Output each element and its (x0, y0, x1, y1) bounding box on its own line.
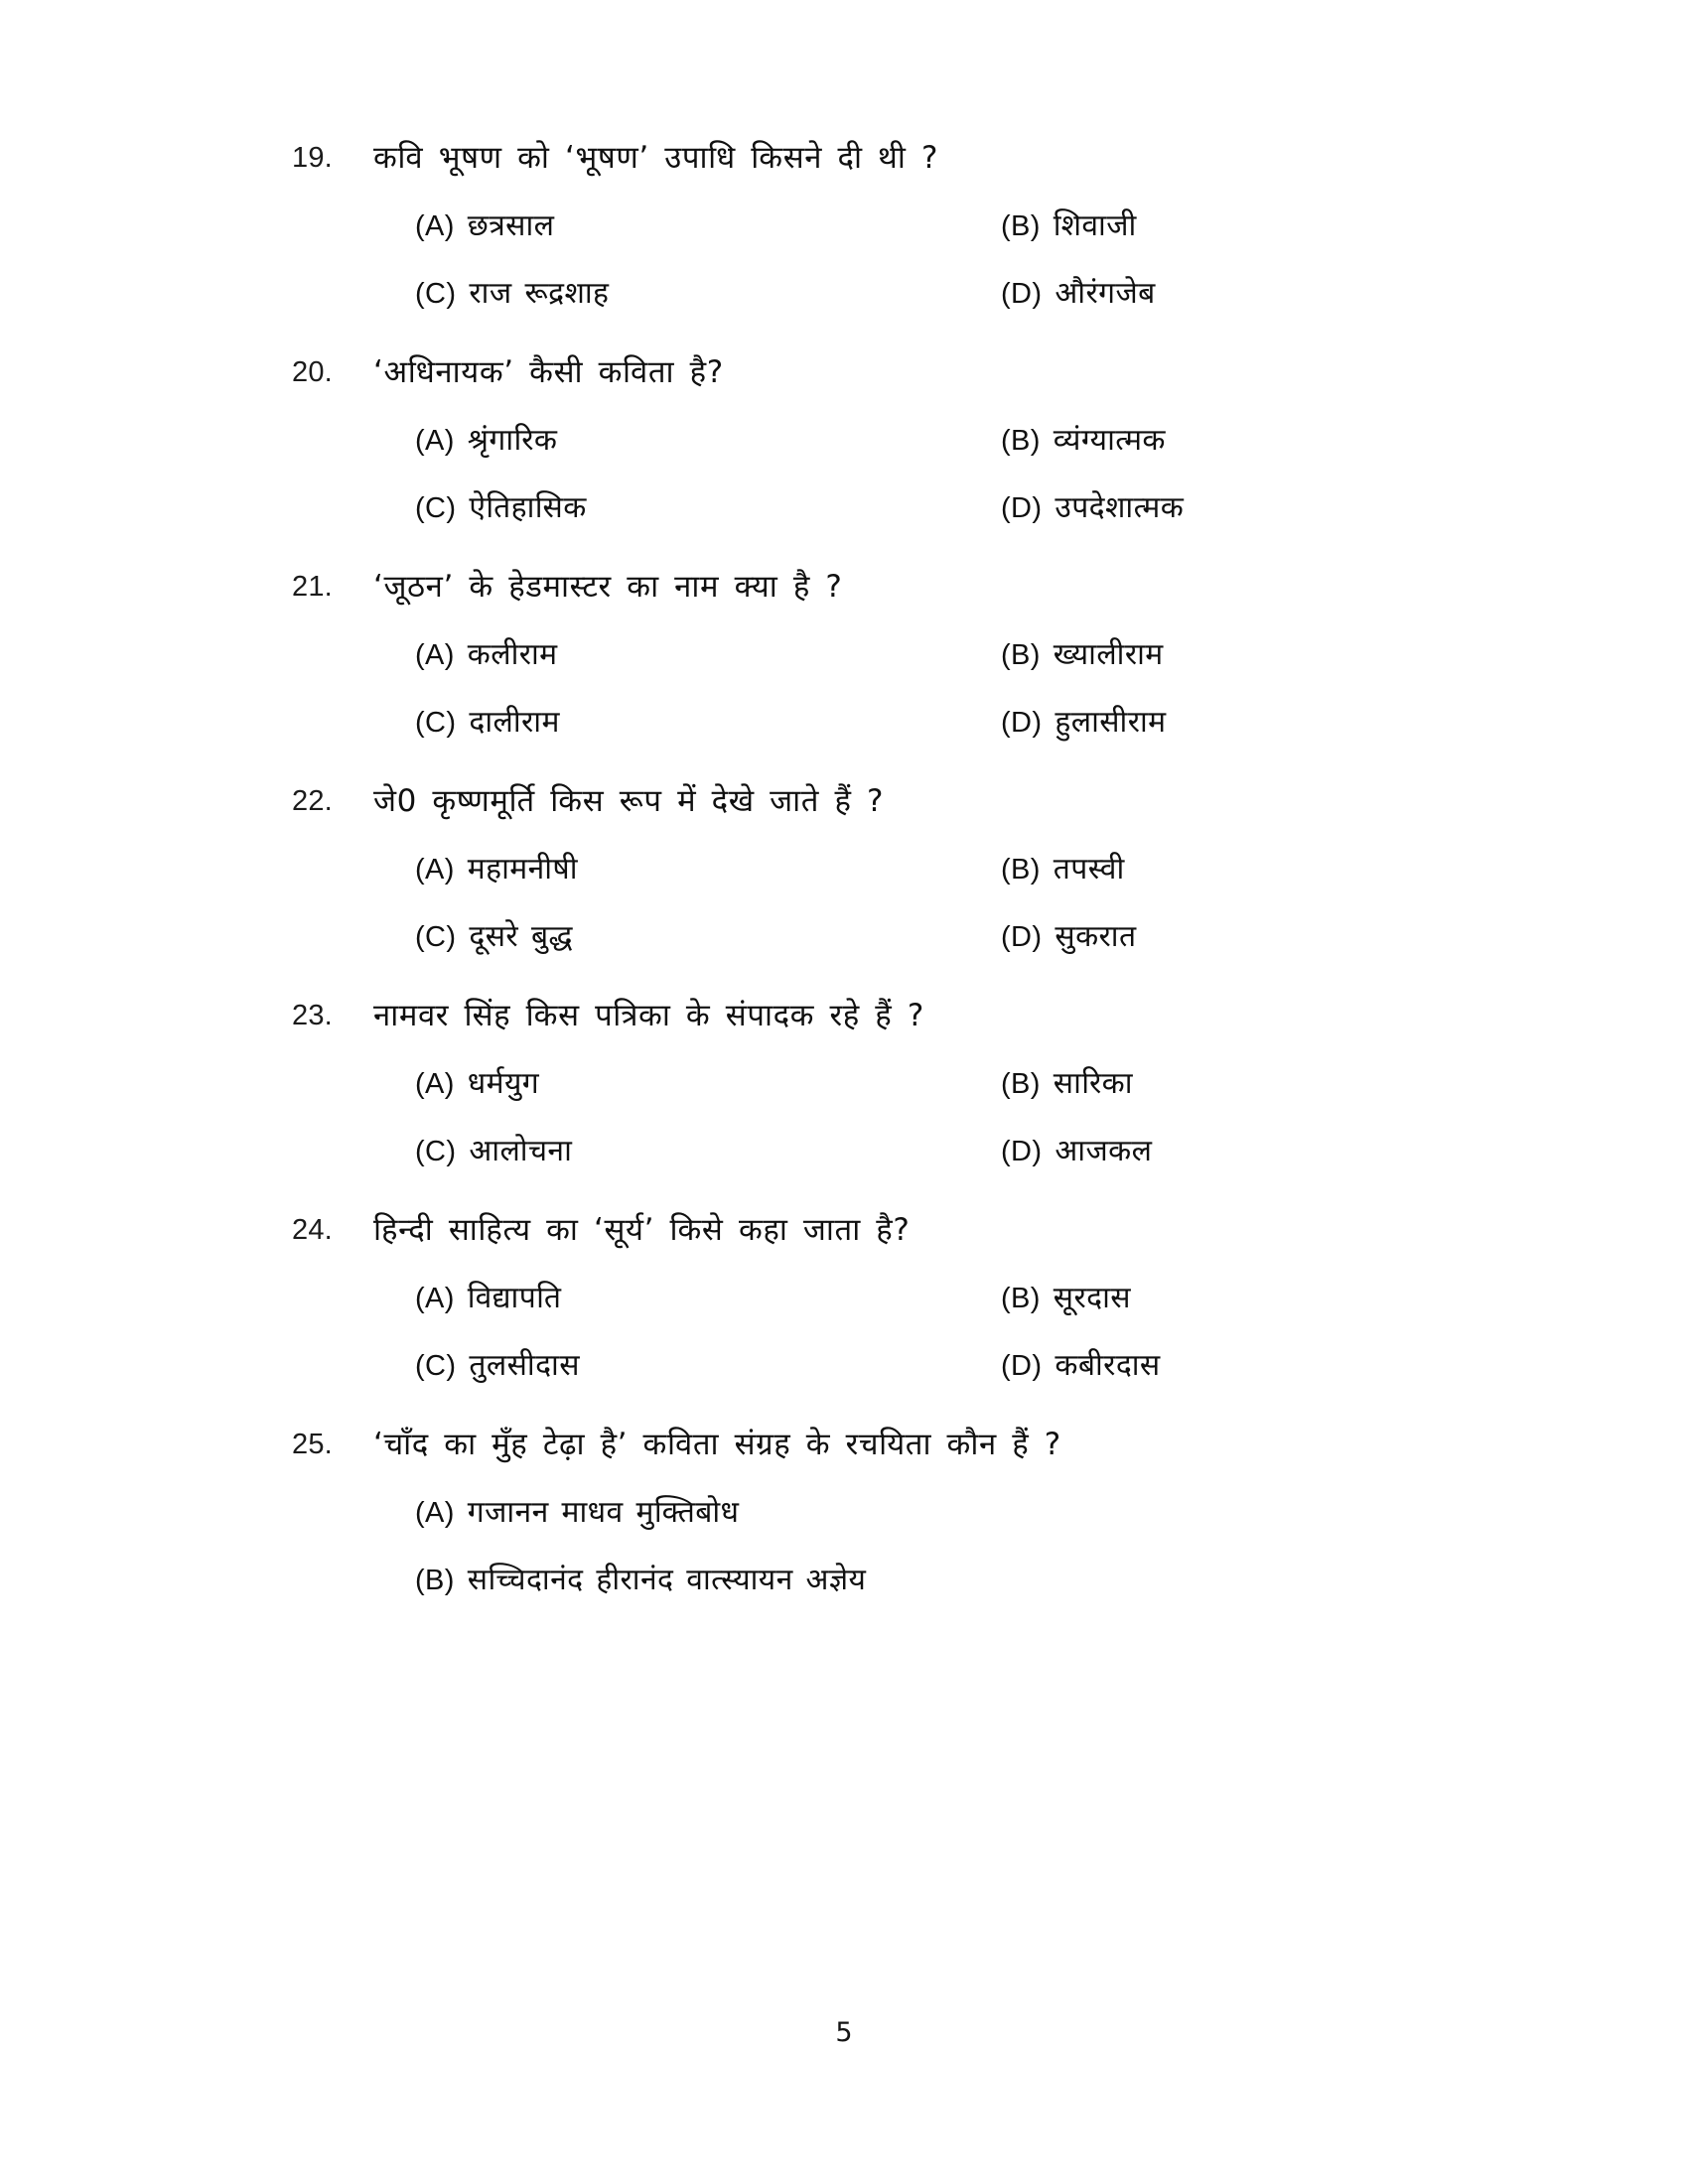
option-letter: (A) (415, 1068, 455, 1100)
question-number: 23. (292, 1000, 333, 1031)
option-letter: (B) (1001, 639, 1041, 671)
question-number: 21. (292, 571, 333, 603)
option-letter: (B) (415, 1565, 455, 1596)
option-letter: (A) (415, 1497, 455, 1529)
option-letter: (C) (415, 707, 457, 739)
option-letter: (B) (1001, 1068, 1041, 1100)
question-number: 20. (292, 356, 333, 388)
option-letter: (D) (1001, 492, 1043, 524)
option-row (0, 1267, 1688, 1330)
option-label: व्यंग्यात्मक (1053, 423, 1166, 458)
option-letter: (D) (1001, 1350, 1043, 1382)
option-c[interactable] (415, 691, 1001, 754)
question-24 (0, 1201, 1688, 1398)
option-d[interactable] (1001, 1120, 1636, 1183)
option-a[interactable] (415, 623, 1001, 687)
option-a[interactable] (415, 409, 1001, 473)
option-row (0, 409, 1688, 473)
option-label: राज रूद्रशाह (469, 276, 610, 311)
question-heading (0, 343, 1688, 401)
option-label: सुकरात (1055, 919, 1137, 954)
question-21 (0, 558, 1688, 754)
option-label: तुलसीदास (469, 1348, 580, 1383)
option-label: हुलासीराम (1055, 705, 1167, 740)
option-label: सच्चिदानंद हीरानंद वात्स्यायन अज्ञेय (467, 1563, 867, 1597)
option-label: महामनीषी (467, 852, 578, 887)
question-25 (0, 1416, 1688, 1612)
question-heading (0, 772, 1688, 830)
option-label: कबीरदास (1055, 1348, 1161, 1383)
option-row (0, 195, 1688, 258)
question-heading (0, 987, 1688, 1044)
question-text: ‘चाँद का मुँह टेढ़ा है’ कविता संग्रह के रचयिता कौन हैं ? (373, 1427, 1061, 1462)
option-letter: (A) (415, 639, 455, 671)
question-heading (0, 129, 1688, 187)
question-heading (0, 558, 1688, 615)
option-label: तपस्वी (1053, 852, 1125, 887)
option-c[interactable] (415, 477, 1001, 540)
option-b[interactable] (1001, 1267, 1636, 1330)
question-heading (0, 1416, 1688, 1473)
option-letter: (C) (415, 921, 457, 953)
question-number: 24. (292, 1214, 333, 1246)
option-letter: (C) (415, 278, 457, 310)
option-b[interactable] (415, 1549, 1507, 1612)
option-row (0, 262, 1688, 326)
option-a[interactable] (415, 1052, 1001, 1116)
option-c[interactable] (415, 262, 1001, 326)
question-number: 19. (292, 142, 333, 174)
option-d[interactable] (1001, 905, 1636, 969)
option-label: सूरदास (1053, 1281, 1131, 1315)
option-d[interactable] (1001, 691, 1636, 754)
option-letter: (D) (1001, 921, 1043, 953)
option-row (0, 905, 1688, 969)
option-row (0, 1481, 1688, 1545)
question-list (0, 129, 1688, 1630)
option-letter: (B) (1001, 210, 1041, 242)
option-label: ख्यालीराम (1053, 637, 1164, 672)
option-label: ऐतिहासिक (469, 490, 587, 525)
page-number: 5 (835, 2017, 853, 2048)
option-b[interactable] (1001, 1052, 1636, 1116)
question-text: हिन्दी साहित्य का ‘सूर्य’ किसे कहा जाता है? (373, 1212, 911, 1248)
option-letter: (C) (415, 492, 457, 524)
option-label: आलोचना (469, 1134, 573, 1168)
option-b[interactable] (1001, 409, 1636, 473)
option-d[interactable] (1001, 1334, 1636, 1398)
question-text: जे0 कृष्णमूर्ति किस रूप में देखे जाते हैं ? (373, 783, 885, 819)
option-label: आजकल (1055, 1134, 1153, 1168)
option-letter: (A) (415, 1283, 455, 1314)
question-22 (0, 772, 1688, 969)
option-c[interactable] (415, 905, 1001, 969)
page-footer (0, 2017, 1688, 2048)
option-letter: (A) (415, 425, 455, 457)
option-b[interactable] (1001, 838, 1636, 901)
option-row (0, 1549, 1688, 1612)
option-letter: (A) (415, 854, 455, 886)
option-a[interactable] (415, 195, 1001, 258)
option-label: विद्यापति (467, 1281, 562, 1315)
option-row (0, 477, 1688, 540)
option-letter: (A) (415, 210, 455, 242)
option-label: औरंगजेब (1055, 276, 1156, 311)
option-a[interactable] (415, 838, 1001, 901)
option-label: धर्मयुग (467, 1066, 540, 1101)
option-letter: (C) (415, 1350, 457, 1382)
option-c[interactable] (415, 1334, 1001, 1398)
option-label: कलीराम (467, 637, 558, 672)
question-text: नामवर सिंह किस पत्रिका के संपादक रहे हैं ? (373, 998, 924, 1033)
option-letter: (B) (1001, 854, 1041, 886)
question-20 (0, 343, 1688, 540)
option-a[interactable] (415, 1481, 1507, 1545)
option-row (0, 1120, 1688, 1183)
option-letter: (C) (415, 1136, 457, 1167)
option-c[interactable] (415, 1120, 1001, 1183)
option-row (0, 838, 1688, 901)
question-text: ‘अधिनायक’ कैसी कविता है? (373, 354, 724, 390)
option-b[interactable] (1001, 623, 1636, 687)
question-heading (0, 1201, 1688, 1259)
question-19 (0, 129, 1688, 326)
option-letter: (D) (1001, 278, 1043, 310)
option-row (0, 623, 1688, 687)
option-letter: (D) (1001, 707, 1043, 739)
option-a[interactable] (415, 1267, 1001, 1330)
option-letter: (D) (1001, 1136, 1043, 1167)
option-row (0, 691, 1688, 754)
question-23 (0, 987, 1688, 1183)
option-label: शिवाजी (1053, 208, 1137, 243)
option-label: छत्रसाल (467, 208, 555, 243)
option-b[interactable] (1001, 195, 1636, 258)
option-label: दूसरे बुद्ध (469, 919, 573, 954)
option-label: गजानन माधव मुक्तिबोध (467, 1495, 740, 1530)
option-letter: (B) (1001, 1283, 1041, 1314)
option-row (0, 1052, 1688, 1116)
option-row (0, 1334, 1688, 1398)
question-number: 22. (292, 785, 333, 817)
option-letter: (B) (1001, 425, 1041, 457)
option-label: दालीराम (469, 705, 560, 740)
question-number: 25. (292, 1429, 333, 1460)
question-text: ‘जूठन’ के हेडमास्टर का नाम क्या है ? (373, 569, 843, 605)
question-text: कवि भूषण को ‘भूषण’ उपाधि किसने दी थी ? (373, 140, 938, 176)
option-label: श्रृंगारिक (467, 423, 558, 458)
option-label: सारिका (1053, 1066, 1133, 1101)
option-label: उपदेशात्मक (1055, 490, 1185, 525)
option-d[interactable] (1001, 262, 1636, 326)
option-d[interactable] (1001, 477, 1636, 540)
